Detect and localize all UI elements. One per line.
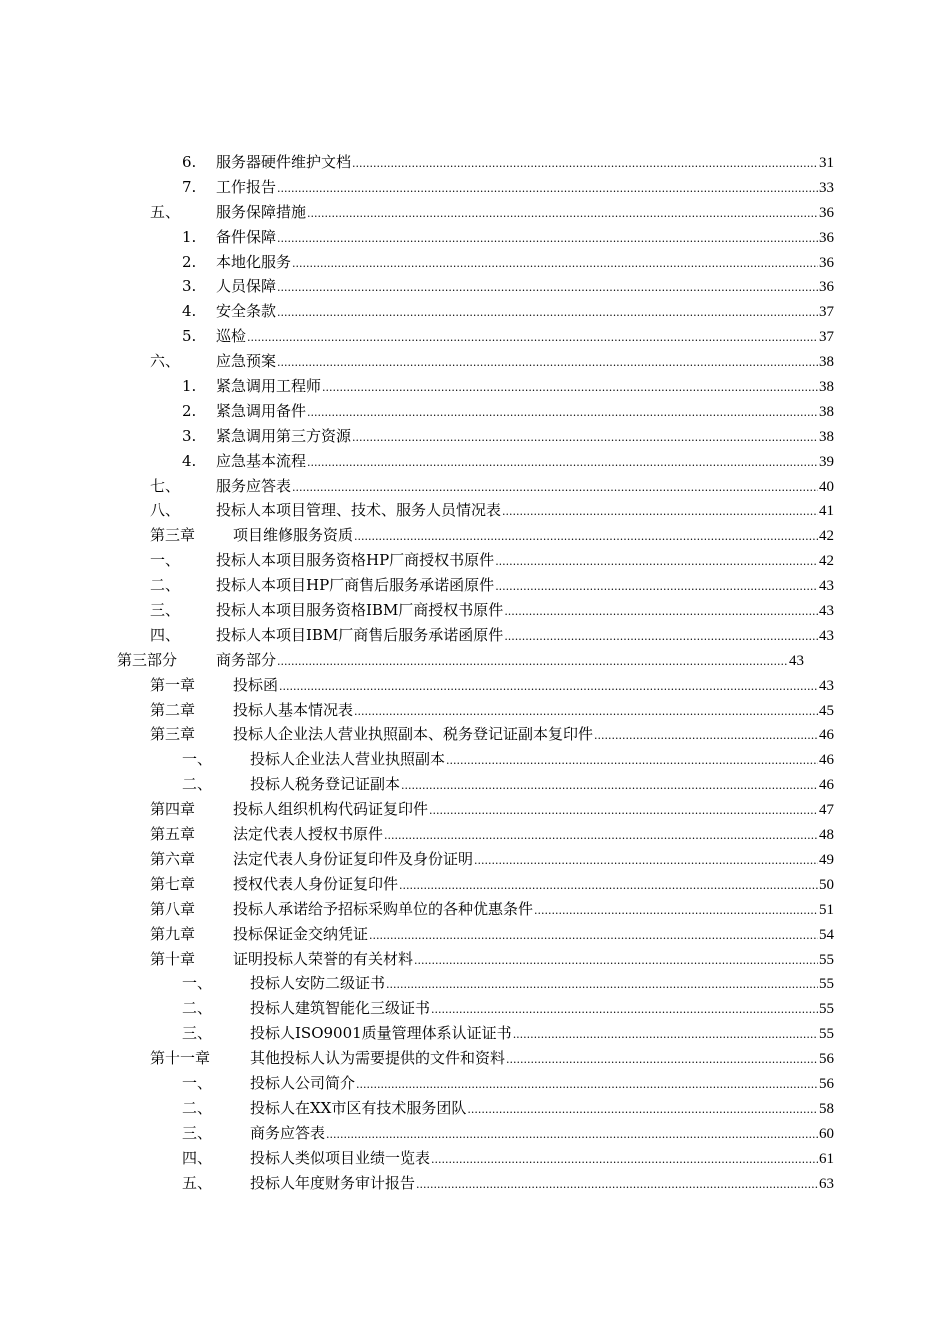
toc-dot-leader [277,351,818,376]
toc-dot-leader [506,1048,818,1073]
toc-page-number: 36 [819,254,834,271]
toc-page-number: 37 [819,304,834,321]
toc-page-number: 63 [819,1175,834,1192]
toc-entry-title: 服务保障措施 [216,202,307,221]
toc-entry-number: 第三部分 [117,650,178,669]
toc-entry[interactable] [0,349,950,374]
toc-dot-leader [307,202,818,227]
toc-entry[interactable] [0,548,950,573]
toc-dot-leader [474,849,818,874]
toc-page-number: 49 [819,851,834,868]
toc-entry[interactable] [0,1121,950,1146]
toc-entry-number: 第三章 [150,725,196,744]
toc-entry-title: 投标人基本情况表 [233,700,354,719]
toc-entry-number: 第四章 [150,800,196,819]
toc-page-number: 55 [819,1001,834,1018]
toc-entry-title: 投标人本项目HP厂商售后服务承诺函原件 [216,576,495,595]
toc-entry-number: 第十一章 [150,1049,211,1068]
toc-page-number: 37 [819,329,834,346]
toc-entry-number: 第十章 [150,949,196,968]
toc-entry-number: 二、 [182,999,213,1018]
toc-entry-title: 应急基本流程 [216,451,307,470]
toc-entry-number: 1. [182,227,197,246]
toc-entry-number: 三、 [182,1123,213,1142]
toc-entry[interactable] [0,299,950,324]
toc-entry-number: 2. [182,401,197,420]
toc-entry-number: 一、 [182,750,213,769]
toc-dot-leader [431,998,818,1023]
toc-dot-leader [446,749,818,774]
toc-entry-title: 备件保障 [216,227,277,246]
toc-entry-title: 投标人本项目服务资格HP厂商授权书原件 [216,551,495,570]
toc-entry-number: 五、 [150,202,181,221]
toc-entry-number: 二、 [150,576,181,595]
toc-entry[interactable] [0,971,950,996]
toc-dot-leader [352,152,818,177]
toc-entry-title: 投标人承诺给予招标采购单位的各种优惠条件 [233,899,534,918]
toc-page-number: 50 [819,876,834,893]
toc-entry[interactable] [0,1071,950,1096]
toc-dot-leader [326,1123,818,1148]
toc-entry-title: 投标人建筑智能化三级证书 [250,999,431,1018]
toc-entry-number: 一、 [182,1073,213,1092]
toc-dot-leader [467,1098,818,1123]
toc-entry-title: 投标保证金交纳凭证 [233,924,369,943]
toc-dot-leader [369,924,818,949]
toc-entry-number: 第三章 [150,526,196,545]
toc-entry[interactable] [0,225,950,250]
toc-entry-title: 商务应答表 [250,1123,326,1142]
toc-page-number: 56 [819,1075,834,1092]
toc-page-number: 41 [819,503,834,520]
toc-dot-leader [386,973,818,998]
toc-entry-number: 第五章 [150,825,196,844]
toc-entry-title: 其他投标人认为需要提供的文件和资料 [250,1049,506,1068]
toc-entry-number: 第二章 [150,700,196,719]
toc-entry-number: 七、 [150,476,181,495]
toc-page-number: 39 [819,453,834,470]
toc-entry-title: 紧急调用第三方资源 [216,426,352,445]
toc-dot-leader [495,575,818,600]
toc-dot-leader [322,376,818,401]
toc-entry[interactable] [0,598,950,623]
toc-entry-title: 项目维修服务资质 [233,526,354,545]
toc-entry[interactable] [0,200,950,225]
toc-dot-leader [399,874,818,899]
toc-page-number: 42 [819,553,834,570]
toc-page-number: 54 [819,926,834,943]
toc-entry[interactable] [0,573,950,598]
toc-entry[interactable] [0,1046,950,1071]
toc-entry-title: 服务器硬件维护文档 [216,153,352,171]
toc-entry[interactable] [0,872,950,897]
toc-dot-leader [354,700,818,725]
toc-entry-number: 四、 [182,1148,213,1167]
toc-page-number: 36 [819,279,834,296]
toc-entry[interactable] [0,947,950,972]
toc-dot-leader [429,799,818,824]
toc-page-number: 38 [819,354,834,371]
toc-page-number: 36 [819,229,834,246]
toc-dot-leader [384,824,818,849]
toc-entry[interactable] [0,648,950,673]
toc-dot-leader [495,550,818,575]
toc-dot-leader [356,1073,818,1098]
toc-page-number: 55 [819,1026,834,1043]
toc-entry[interactable] [0,722,950,747]
toc-entry-title: 本地化服务 [216,252,292,271]
toc-dot-leader [401,774,818,799]
toc-dot-leader [352,426,818,451]
toc-entry-title: 应急预案 [216,352,277,371]
toc-dot-leader [277,650,788,675]
toc-entry[interactable] [0,822,950,847]
table-of-contents [0,150,950,1195]
toc-entry-title: 人员保障 [216,277,277,296]
toc-page-number: 38 [819,428,834,445]
toc-dot-leader [277,301,818,326]
toc-page-number: 38 [819,379,834,396]
toc-entry-number: 六、 [150,352,181,371]
toc-dot-leader [414,949,818,974]
toc-dot-leader [277,177,818,202]
toc-entry-number: 五、 [182,1173,213,1192]
toc-entry-number: 一、 [182,974,213,993]
toc-page-number: 46 [819,777,834,794]
toc-entry-number: 6. [182,153,197,171]
toc-dot-leader [504,625,818,650]
toc-entry-title: 投标人本项目管理、技术、服务人员情况表 [216,501,502,520]
toc-page-number: 55 [819,976,834,993]
toc-page-number: 43 [789,652,804,669]
toc-entry-number: 1. [182,377,197,396]
toc-entry-title: 证明投标人荣誉的有关材料 [233,949,414,968]
toc-entry-number: 三、 [182,1024,213,1043]
toc-entry-title: 投标人本项目服务资格IBM厂商授权书原件 [216,601,504,620]
toc-entry[interactable] [0,797,950,822]
toc-dot-leader [502,500,818,525]
toc-entry[interactable] [0,399,950,424]
toc-dot-leader [534,899,818,924]
toc-page-number: 43 [819,677,834,694]
toc-entry[interactable] [0,250,950,275]
toc-entry[interactable] [0,747,950,772]
toc-entry-title: 商务部分 [216,650,277,669]
toc-entry[interactable] [0,324,950,349]
toc-entry-number: 第九章 [150,924,196,943]
toc-dot-leader [513,1023,818,1048]
toc-dot-leader [354,525,818,550]
toc-page-number: 58 [819,1100,834,1117]
toc-entry[interactable] [0,623,950,648]
toc-dot-leader [279,675,818,700]
toc-entry-number: 第六章 [150,849,196,868]
toc-entry-title: 投标人企业法人营业执照副本、税务登记证副本复印件 [233,725,594,744]
toc-entry-title: 投标人本项目IBM厂商售后服务承诺函原件 [216,625,504,644]
toc-page-number: 51 [819,901,834,918]
toc-entry-title: 巡检 [216,327,247,346]
toc-entry-number: 3. [182,277,197,296]
toc-page-number: 45 [819,702,834,719]
toc-entry-title: 投标人安防二级证书 [250,974,386,993]
toc-entry[interactable] [0,1096,950,1121]
toc-page-number: 61 [819,1150,834,1167]
toc-entry-title: 授权代表人身份证复印件 [233,874,399,893]
toc-page-number: 56 [819,1051,834,1068]
toc-page-number: 31 [819,155,834,171]
toc-dot-leader [277,227,818,252]
toc-entry-title: 投标人ISO9001质量管理体系认证证书 [250,1024,512,1043]
toc-entry-title: 投标人企业法人营业执照副本 [250,750,446,769]
toc-dot-leader [292,476,818,501]
toc-entry-number: 4. [182,302,197,321]
toc-entry-number: 4. [182,451,197,470]
toc-page-number: 43 [819,627,834,644]
toc-entry-number: 三、 [150,601,181,620]
toc-entry-title: 投标人类似项目业绩一览表 [250,1148,431,1167]
toc-entry-title: 投标人税务登记证副本 [250,775,401,794]
toc-page-number: 42 [819,528,834,545]
toc-page-number: 48 [819,827,834,844]
toc-entry[interactable] [0,1146,950,1171]
toc-entry-title: 紧急调用工程师 [216,377,322,396]
toc-page-number: 46 [819,727,834,744]
toc-entry-title: 投标函 [233,675,279,694]
toc-entry[interactable] [0,996,950,1021]
toc-entry-title: 服务应答表 [216,476,292,495]
toc-entry-title: 法定代表人授权书原件 [233,825,384,844]
toc-page-number: 60 [819,1125,834,1142]
toc-page-number: 46 [819,752,834,769]
toc-entry[interactable] [0,374,950,399]
toc-entry[interactable] [0,1021,950,1046]
toc-entry-title: 投标人组织机构代码证复印件 [233,800,429,819]
toc-entry-title: 安全条款 [216,302,277,321]
toc-entry-number: 第七章 [150,874,196,893]
toc-entry-number: 一、 [150,551,181,570]
toc-dot-leader [431,1148,818,1173]
toc-entry-number: 第一章 [150,675,196,694]
toc-entry-number: 八、 [150,501,181,520]
toc-entry-number: 四、 [150,625,181,644]
toc-dot-leader [594,724,818,749]
toc-entry[interactable] [0,523,950,548]
toc-entry[interactable] [0,847,950,872]
toc-dot-leader [277,276,818,301]
toc-entry-title: 紧急调用备件 [216,401,307,420]
toc-entry[interactable] [0,274,950,299]
toc-entry[interactable] [0,1171,950,1196]
toc-entry[interactable] [0,498,950,523]
toc-page-number: 55 [819,951,834,968]
toc-entry-number: 二、 [182,775,213,794]
toc-entry[interactable] [0,150,950,175]
toc-page-number: 40 [819,478,834,495]
toc-page-number: 38 [819,403,834,420]
toc-entry[interactable] [0,698,950,723]
toc-entry[interactable] [0,897,950,922]
toc-entry[interactable] [0,175,950,200]
toc-dot-leader [247,326,818,351]
toc-dot-leader [292,252,818,277]
toc-dot-leader [504,600,818,625]
toc-entry-title: 投标人年度财务审计报告 [250,1173,416,1192]
toc-dot-leader [307,451,818,476]
toc-dot-leader [416,1173,818,1198]
toc-page-number: 33 [819,179,834,196]
toc-entry-number: 7. [182,177,197,196]
toc-entry-title: 工作报告 [216,177,277,196]
toc-page-number: 47 [819,802,834,819]
toc-entry[interactable] [0,449,950,474]
toc-entry[interactable] [0,772,950,797]
toc-page-number: 36 [819,204,834,221]
toc-entry[interactable] [0,424,950,449]
toc-entry-number: 二、 [182,1098,213,1117]
toc-entry[interactable] [0,474,950,499]
toc-entry-title: 投标人在XX市区有技术服务团队 [250,1098,467,1117]
toc-entry[interactable] [0,922,950,947]
toc-page-number: 43 [819,578,834,595]
toc-entry[interactable] [0,673,950,698]
toc-entry-number: 2. [182,252,197,271]
toc-dot-leader [307,401,818,426]
toc-entry-number: 5. [182,327,197,346]
toc-entry-number: 第八章 [150,899,196,918]
toc-entry-title: 法定代表人身份证复印件及身份证明 [233,849,474,868]
toc-page-number: 43 [819,603,834,620]
toc-entry-title: 投标人公司简介 [250,1073,356,1092]
toc-entry-number: 3. [182,426,197,445]
